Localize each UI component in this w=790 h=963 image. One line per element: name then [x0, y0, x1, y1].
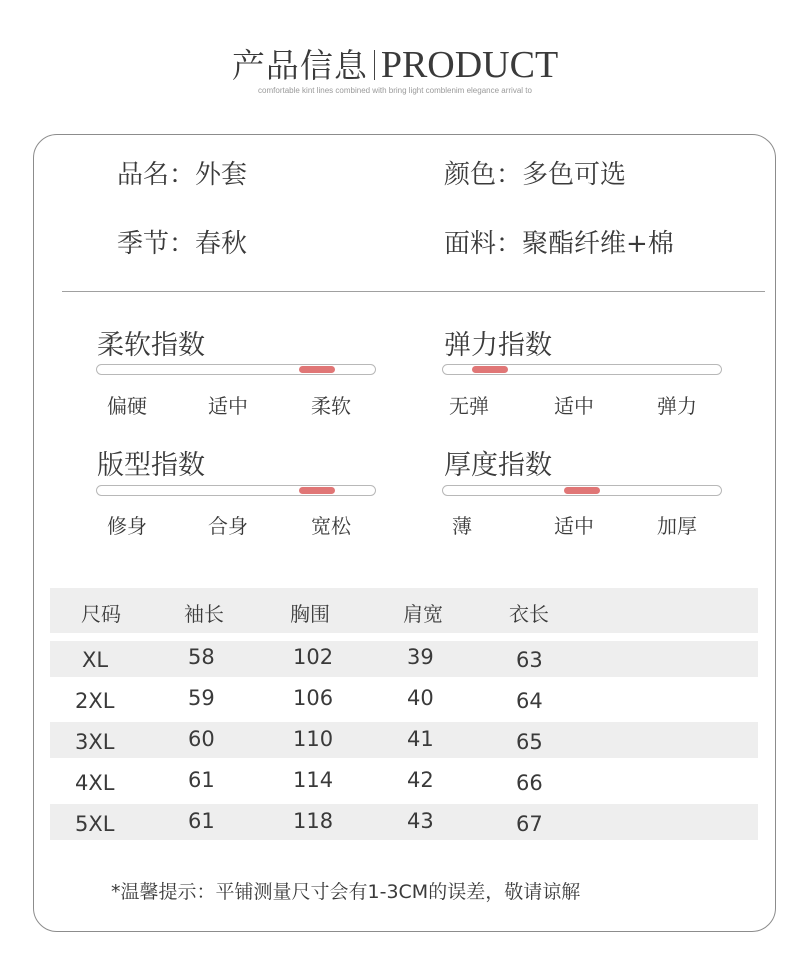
- table-cell: 118: [293, 809, 334, 833]
- softness-label-high: 柔软: [311, 394, 351, 418]
- elasticity-index-title: 弹力指数: [444, 330, 552, 361]
- table-cell: 63: [516, 648, 543, 672]
- size-table-header: 衣长: [509, 602, 549, 626]
- section-divider: [62, 291, 765, 292]
- thickness-label-high: 加厚: [657, 514, 697, 538]
- table-cell: 4XL: [75, 771, 115, 795]
- softness-index-title: 柔软指数: [97, 330, 205, 361]
- fit-label-low: 修身: [107, 514, 147, 538]
- elasticity-index-track: [442, 364, 722, 375]
- size-table-header: 袖长: [184, 602, 224, 626]
- table-cell: 5XL: [75, 812, 115, 836]
- softness-label-mid: 适中: [208, 394, 248, 418]
- product-fabric: 面料：聚酯纤维+棉: [444, 229, 674, 259]
- table-cell: 66: [516, 771, 543, 795]
- table-cell: 60: [188, 727, 215, 751]
- table-cell: 110: [293, 727, 334, 751]
- table-cell: 102: [293, 645, 334, 669]
- product-season: 季节：春秋: [117, 229, 248, 259]
- title-cn: 产品信息: [231, 46, 368, 85]
- title-separator: [374, 50, 375, 80]
- fit-index-title: 版型指数: [97, 450, 205, 481]
- table-cell: 61: [188, 768, 215, 792]
- page-subtitle: comfortable kint lines combined with bring light comblenim elegance arrival to: [258, 86, 532, 95]
- size-table-header: 尺码: [81, 602, 121, 626]
- table-cell: 43: [407, 809, 434, 833]
- table-cell: 3XL: [75, 730, 115, 754]
- table-cell: 59: [188, 686, 215, 710]
- table-cell: 67: [516, 812, 543, 836]
- size-table-header: 胸围: [290, 602, 330, 626]
- elasticity-label-low: 无弹: [449, 394, 489, 418]
- table-cell: 61: [188, 809, 215, 833]
- thickness-label-mid: 适中: [554, 514, 594, 538]
- fit-index-track: [96, 485, 376, 496]
- table-cell: 40: [407, 686, 434, 710]
- size-table-header: 肩宽: [403, 602, 443, 626]
- thickness-label-low: 薄: [452, 514, 472, 538]
- page-title: [0, 40, 790, 87]
- table-cell: 2XL: [75, 689, 115, 713]
- table-cell: XL: [82, 648, 109, 672]
- fit-label-mid: 合身: [208, 514, 248, 538]
- table-row: [50, 804, 758, 840]
- title-en: PRODUCT: [380, 44, 559, 86]
- table-cell: 64: [516, 689, 543, 713]
- table-cell: 65: [516, 730, 543, 754]
- thickness-index-track: [442, 485, 722, 496]
- elasticity-label-high: 弹力: [657, 394, 697, 418]
- thickness-index-marker: [564, 487, 600, 494]
- elasticity-label-mid: 适中: [554, 394, 594, 418]
- table-cell: 58: [188, 645, 215, 669]
- thickness-index-title: 厚度指数: [444, 450, 552, 481]
- measurement-note: *温馨提示：平铺测量尺寸会有1-3CM的误差，敬请谅解: [111, 881, 581, 903]
- table-row: [50, 641, 758, 677]
- table-cell: 39: [407, 645, 434, 669]
- product-name: 品名：外套: [117, 160, 248, 190]
- table-row: [50, 722, 758, 758]
- softness-index-marker: [299, 366, 335, 373]
- softness-index-track: [96, 364, 376, 375]
- table-cell: 42: [407, 768, 434, 792]
- table-cell: 106: [293, 686, 334, 710]
- table-cell: 41: [407, 727, 434, 751]
- fit-label-high: 宽松: [311, 514, 351, 538]
- product-color: 颜色：多色可选: [444, 160, 627, 190]
- elasticity-index-marker: [472, 366, 508, 373]
- softness-label-low: 偏硬: [107, 394, 147, 418]
- fit-index-marker: [299, 487, 335, 494]
- table-cell: 114: [293, 768, 334, 792]
